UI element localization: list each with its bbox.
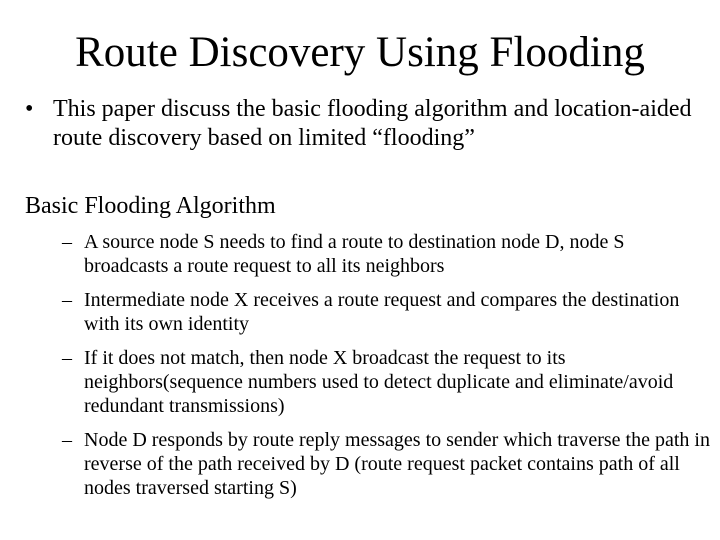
bullet-item: [25, 95, 705, 153]
dash-marker: –: [62, 289, 72, 311]
sub-bullet-text: If it does not match, then node X broadcast the request to its neighbors(sequence numbers used to detect duplicate and eliminate/avoid redundant transmissions): [84, 347, 674, 417]
sub-bullet-item: [62, 288, 712, 336]
sub-bullet-item: [62, 428, 712, 500]
bullet-marker: •: [25, 96, 34, 122]
section-subheading: Basic Flooding Algorithm: [25, 193, 276, 219]
sub-bullet-text: Node D responds by route reply messages to sender which traverse the path in reverse of the path received by D (route request packet contains path of all nodes traversed starting S): [84, 429, 710, 499]
sub-bullet-item: [62, 230, 712, 278]
sub-bullet-item: [62, 346, 712, 418]
slide-title: Route Discovery Using Flooding: [75, 29, 645, 76]
dash-marker: –: [62, 429, 72, 451]
bullet-text: This paper discuss the basic flooding algorithm and location-aided route discovery based on limited “flooding”: [53, 96, 692, 151]
dash-marker: –: [62, 347, 72, 369]
dash-marker: –: [62, 231, 72, 253]
sub-bullet-text: A source node S needs to find a route to destination node D, node S broadcasts a route request to all its neighbors: [84, 231, 625, 277]
sub-bullet-text: Intermediate node X receives a route request and compares the destination with its own identity: [84, 289, 680, 335]
sub-bullet-list: [62, 230, 712, 510]
